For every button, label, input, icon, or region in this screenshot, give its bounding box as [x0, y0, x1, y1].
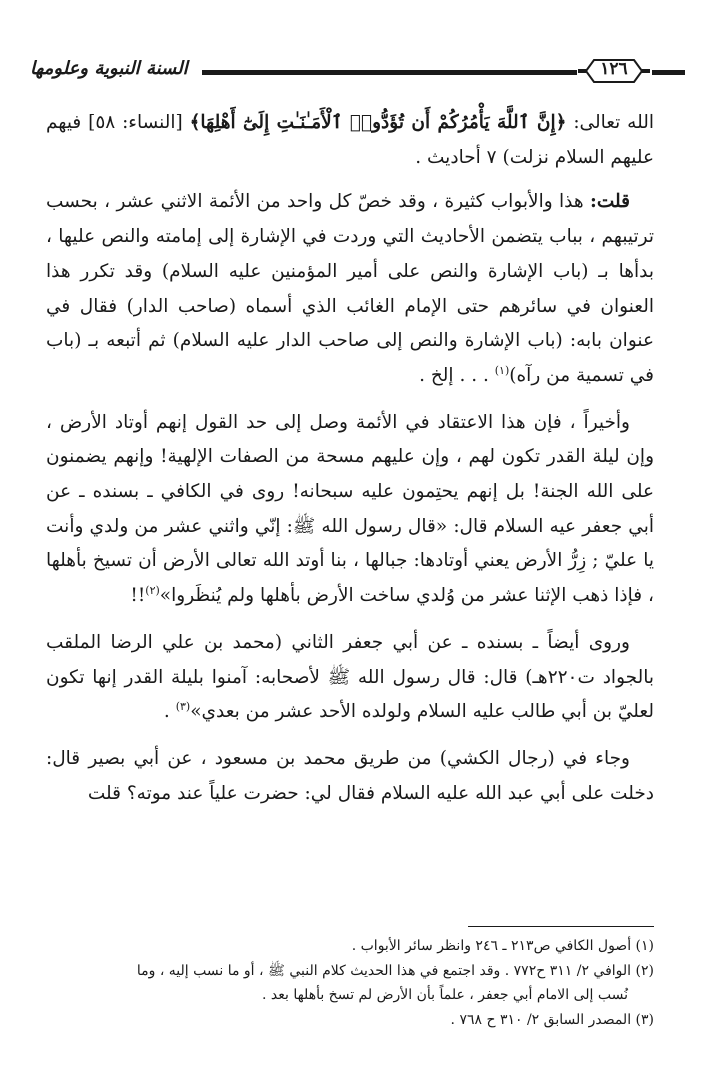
footnote-1: (١) أصول الكافي ص٢١٣ ـ ٢٤٦ وانظر سائر الأبواب .: [351, 938, 654, 954]
p2-text: هذا والأبواب كثيرة ، وقد خصّ كل واحد من الأئمة الاثني عشر ، بحسب ترتيبهم ، بباب يتضمن الأحاديث التي وردت في الإشارة إلى إمامته والنص عليها ، بدأها بـ (باب الإشارة والنص على أمير المؤمنين عليه السلام) وقد تكرر هذا العنوان في سائرهم حتى الإمام الغائب الذي أسماه (صاحب الدار) فقال في عنوان بابه: (باب الإشارة والنص إلى صاحب الدار عليه السلام) ثم أتبعه بـ (باب في تسمية من رآه): [46, 191, 654, 386]
paragraph-1: [46, 106, 654, 175]
p4-text: وروى أيضاً ـ بسنده ـ عن أبي جعفر الثاني (محمد بن علي الرضا الملقب بالجواد ت٢٢٠هـ) قال: قال رسول الله ﷺ لأصحابه: آمنوا بليلة القدر إنها تكون لعليّ بن أبي طالب عليه السلام ولولده الأحد عشر من بعدي»: [46, 631, 654, 723]
paragraph-3: [46, 406, 654, 614]
p3-text: وأخيراً ، فإن هذا الاعتقاد في الأئمة وصل إلى حد القول إنهم أوتاد الأرض ، وإن ليلة القدر تكون لهم ، وإن عليهم مسحة من الصفات الإلهية! وإنهم يضمنون على الله الجنة! بل إنهم يحتِمون عليه سبحانه! روى في الكافي ـ بسنده ـ عن أبي جعفر عيه السلام قال: «قال رسول الله ﷺ: إنّي واثني عشر من ولدي وأنت يا عليّ ; زِرُّ الأرض يعني أوتادها: جبالها ، بنا أوتد الله تعالى الأرض أن تسيخ بأهلها ، فإذا ذهب الإثنا عشر من وُلدي ساخت الأرض بأهلها ولم يُنظَروا»: [46, 411, 654, 607]
p2-lead: قلت:: [590, 191, 630, 213]
p2-tail: . . . إلخ .: [419, 364, 495, 386]
paragraph-5: [46, 742, 654, 811]
header-rule: [202, 70, 577, 75]
page-number-frame: [578, 56, 650, 86]
footnote-separator: [468, 926, 654, 927]
page-number: ١٢٦: [600, 59, 628, 79]
page-header: [30, 52, 685, 92]
p4-tail: .: [163, 701, 176, 723]
main-text: [46, 106, 654, 823]
quran-verse: ﴿إِنَّ ٱللَّهَ يَأْمُرُكُمْ أَن تُؤَدُّوا۟ ٱلْأَمَـٰنَـٰتِ إِلَىٰٓ أَهْلِهَا﴾: [189, 112, 567, 133]
quran-reference: [النساء: ٥٨]: [88, 112, 183, 133]
paragraph-2: [46, 185, 654, 393]
running-title: السنة النبوية وعلومها: [30, 58, 188, 79]
p1-intro: الله تعالى:: [573, 112, 654, 133]
p1-rest: فيهم عليهم السلام نزلت) ٧ أحاديث .: [46, 112, 654, 168]
footnote-2-continuation: نُسب إلى الامام أبي جعفر ، علماً بأن الأرض لم تسخ بأهلها بعد .: [261, 987, 628, 1003]
footnote-2: (٢) الوافي ٢/ ٣١١ ح٧٧٢ . وقد اجتمع في هذا الحديث كلام النبي ﷺ ، أو ما نسب إليه ، وما: [136, 962, 654, 979]
header-rule-right: [652, 70, 685, 75]
p5-text: وجاء في (رجال الكشي) من طريق محمد بن مسعود ، عن أبي بصير قال: دخلت على أبي عبد الله عليه السلام فقال لي: حضرت علياً عند موته؟ قلت: [46, 747, 654, 804]
footnote-ref-3: (٣): [175, 700, 191, 714]
footnote-ref-1: (١): [494, 363, 510, 377]
footnote-ref-2: (٢): [145, 583, 160, 597]
p3-tail: !!: [130, 585, 146, 607]
footnotes: [46, 934, 654, 1032]
paragraph-4: [46, 626, 654, 730]
footnote-3: (٣) المصدر السابق ٢/ ٣١٠ ح ٧٦٨ .: [450, 1011, 654, 1028]
